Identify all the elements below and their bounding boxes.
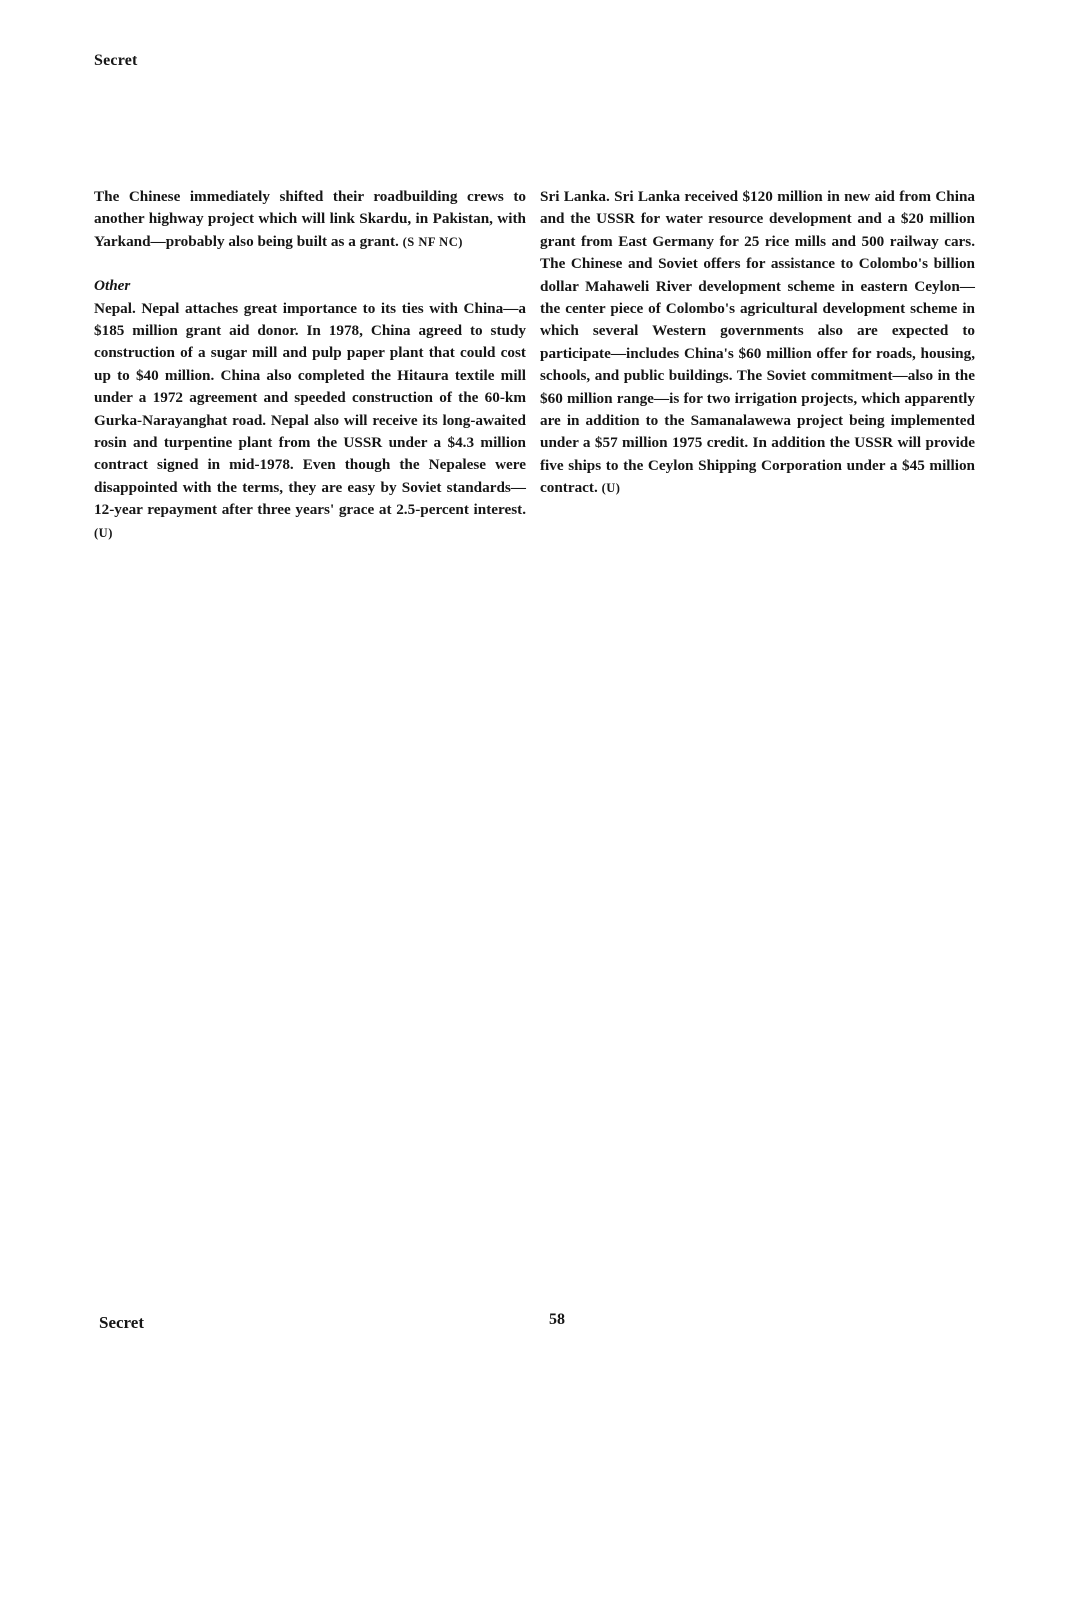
- header-classification-marking: Secret: [94, 52, 138, 69]
- left-text-column: [94, 186, 526, 544]
- country-run-in-heading: Nepal.: [94, 299, 136, 317]
- sri-lanka-paragraph: [540, 186, 975, 500]
- paragraph-text: Sri Lanka received $120 million in new aid from China and the USSR for water resource development and a $20 million grant from East Germany for 25 rice mills and 500 railway cars. The Chinese and Soviet offers for assistance to Colombo's billion dollar Mahaweli River development scheme in eastern Ceylon—the center piece of Colombo's agricultural development scheme in which several Western governments also are expected to participate—includes China's $60 million offer for roads, housing, schools, and public buildings. The Soviet commitment—also in the $60 million range—is for two irrigation projects, which apparently are in addition to the Samanalawewa project being implemented under a $57 million 1975 credit. In addition the USSR will provide five ships to the Ceylon Shipping Corporation under a $45 million contract.: [540, 188, 976, 497]
- paragraph-spacer: [94, 253, 526, 275]
- page-number: 58: [549, 1311, 565, 1328]
- section-subheading: Other: [94, 277, 131, 295]
- country-run-in-heading: Sri Lanka.: [540, 188, 610, 205]
- classification-marking: (U): [94, 525, 113, 540]
- classification-marking: (U): [601, 481, 621, 496]
- footer-classification-marking: Secret: [99, 1313, 144, 1332]
- right-text-column: [540, 186, 975, 500]
- paragraph-text: The Chinese immediately shifted their roadbuilding crews to another highway project which will link Skardu, in Pakistan, with Yarkand—probably also being built as a grant.: [94, 188, 526, 250]
- roadbuilding-paragraph: [94, 186, 526, 253]
- classification-marking: (S NF NC): [402, 234, 463, 249]
- paragraph-text: Nepal attaches great importance to its ties with China—a $185 million grant aid donor. In 1978, China agreed to study construction of a sugar mill and pulp paper plant that could cost up to $40 million. China also completed the Hitaura textile mill under a 1972 agreement and speeded construction of the 60-km Gurka-Narayanghat road. Nepal also will receive its long-awaited rosin and turpentine plant from the USSR under a $4.3 million contract signed in mid-1978. Even though the Nepalese were disappointed with the terms, they are easy by Soviet standards—12-year repayment after three years' grace at 2.5-percent interest.: [94, 299, 527, 519]
- nepal-paragraph: [94, 298, 526, 544]
